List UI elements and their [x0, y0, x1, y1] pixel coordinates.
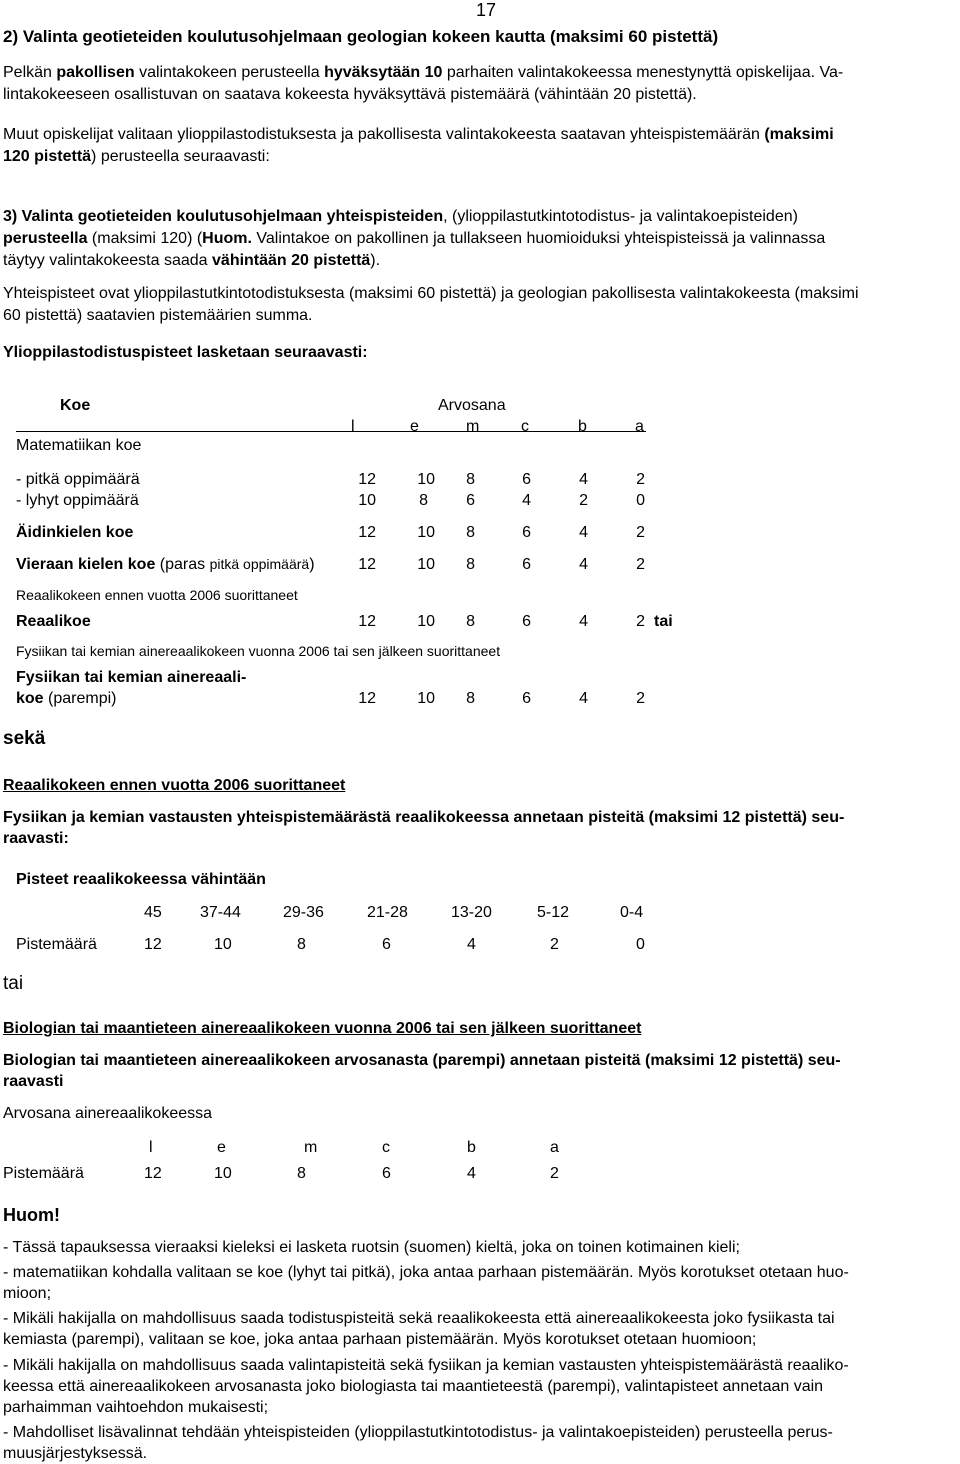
- bio-grade: a: [550, 1139, 559, 1156]
- bio-p-line2: raavasti: [3, 1073, 64, 1090]
- grade-c: c: [521, 418, 529, 435]
- cell: 10: [417, 690, 435, 707]
- huom-note4-line1: - Mikäli hakijalla on mahdollisuus saada valintapisteitä sekä fysiikan ja kemian vastausten yhteispistemäärästä reaaliko-: [3, 1357, 849, 1374]
- bio-points: 2: [550, 1165, 559, 1182]
- range: 45: [144, 904, 162, 921]
- section2-p1-line1: [3, 62, 843, 83]
- bio-grade: e: [217, 1139, 226, 1156]
- text-span: (maksimi 120) (: [87, 230, 203, 247]
- text-span: Huom.: [202, 230, 252, 247]
- cell: 6: [522, 471, 531, 488]
- cell: 12: [358, 690, 376, 707]
- text-span: täytyy valintakokeesta saada: [3, 252, 213, 269]
- bio-grade: m: [304, 1139, 318, 1156]
- seka-label: sekä: [3, 728, 46, 749]
- grade-m: m: [466, 418, 480, 435]
- bio-points: 12: [144, 1165, 162, 1182]
- page-number: 17: [476, 0, 497, 20]
- cell: 12: [358, 556, 376, 573]
- cell: 8: [466, 556, 475, 573]
- subject-math: Matematiikan koe: [16, 437, 142, 454]
- bio-grade: c: [382, 1139, 390, 1156]
- section3-heading-line3: [3, 250, 380, 271]
- cell: 6: [522, 690, 531, 707]
- bio-grade: l: [149, 1139, 153, 1156]
- range: 37-44: [200, 904, 241, 921]
- grade-e: e: [410, 418, 419, 435]
- cell: 8: [466, 471, 475, 488]
- cell: 8: [466, 524, 475, 541]
- cell: 4: [579, 556, 588, 573]
- col-koe: Koe: [60, 397, 91, 414]
- text-span: vähintään 20 pistettä: [212, 252, 371, 269]
- text-span: ).: [370, 252, 381, 269]
- row-label-reaali: Reaalikoe: [16, 613, 91, 630]
- huom-note2-line2: mioon;: [3, 1285, 52, 1302]
- cell: 4: [579, 613, 588, 630]
- text-span: (paras: [155, 556, 210, 573]
- huom-note5-line1: - Mahdolliset lisävalinnat tehdään yhteispisteiden (ylioppilastutkintotodistus- ja valintakoepisteiden) perusteella perus-: [3, 1424, 833, 1441]
- range: 21-28: [367, 904, 408, 921]
- huom-note5-line2: muusjärjestyksessä.: [3, 1445, 148, 1462]
- range: 5-12: [537, 904, 570, 921]
- huom-note3-line1: - Mikäli hakijalla on mahdollisuus saada todistuspisteitä sekä reaalikokeesta että ainereaalikokeesta joko fysiikasta tai: [3, 1310, 835, 1327]
- cell: 12: [358, 524, 376, 541]
- bio-grade: b: [467, 1139, 476, 1156]
- range: 0-4: [620, 904, 644, 921]
- cell: 8: [466, 690, 475, 707]
- cell: 10: [417, 471, 435, 488]
- cell: 6: [522, 556, 531, 573]
- section3-heading-line2: [3, 228, 825, 249]
- row-label-fysiikka-2: [16, 688, 116, 709]
- text-span: 3) Valinta geotieteiden koulutusohjelmaan yhteispisteiden: [3, 208, 444, 225]
- section2-p1-line2: lintakokeeseen osallistuvan on saatava kokeesta hyväksyttävä pistemäärä (vähintään 20 pistettä).: [3, 86, 697, 103]
- col-arvosana: Arvosana: [438, 397, 506, 414]
- cell: 4: [579, 471, 588, 488]
- text-span: (maksimi: [764, 126, 834, 143]
- section3-p-line2: 60 pistettä) saatavien pistemäärien summa.: [3, 307, 313, 324]
- bio-row-label: Pistemäärä: [3, 1165, 84, 1182]
- cell: 10: [417, 524, 435, 541]
- text-span: ): [309, 556, 315, 573]
- bio-table-heading: Arvosana ainereaalikokeessa: [3, 1105, 213, 1122]
- text-span: valintakokeen perusteella: [134, 64, 325, 81]
- cell: 2: [579, 492, 588, 509]
- points: 8: [297, 936, 306, 953]
- cell: 8: [419, 492, 428, 509]
- tai-label: tai: [3, 973, 24, 994]
- huom-note2-line1: - matematiikan kohdalla valitaan se koe (lyhyt tai pitkä), joka antaa parhaan pistemäärän. Myös korotukset otetaan huo-: [3, 1264, 849, 1281]
- row-label-pitka: - pitkä oppimäärä: [16, 471, 140, 488]
- cell: 10: [417, 613, 435, 630]
- calc-heading: Ylioppilastodistuspisteet lasketaan seuraavasti:: [3, 344, 368, 361]
- cell: 10: [417, 556, 435, 573]
- cell: 4: [579, 690, 588, 707]
- cell: 8: [466, 613, 475, 630]
- reaali-note: Reaalikokeen ennen vuotta 2006 suorittaneet: [16, 587, 298, 603]
- grade-a: a: [635, 418, 644, 435]
- cell: 0: [636, 492, 645, 509]
- row-label-vieras: [16, 554, 315, 575]
- cell: 2: [636, 524, 645, 541]
- cell: 4: [522, 492, 531, 509]
- range: 29-36: [283, 904, 324, 921]
- text-span: pakollisen: [56, 64, 135, 81]
- text-span: Muut opiskelijat valitaan ylioppilastodistuksesta ja pakollisesta valintakokeesta saatavan yhteispistemäärän: [3, 126, 765, 143]
- text-span: pitkä oppimäärä: [209, 556, 310, 572]
- section3-p-line1: Yhteispisteet ovat ylioppilastutkintotodistuksesta (maksimi 60 pistettä) ja geologian pakollisesta valintakokeesta (maksimi: [3, 285, 859, 302]
- text-span: koe: [16, 690, 44, 707]
- points: 2: [550, 936, 559, 953]
- bio-section-heading: Biologian tai maantieteen ainereaalikokeen vuonna 2006 tai sen jälkeen suorittaneet: [3, 1020, 642, 1037]
- row-label-lyhyt: - lyhyt oppimäärä: [16, 492, 139, 509]
- reaali-tai: tai: [654, 613, 673, 630]
- text-span: Valintakoe on pakollinen ja tullakseen huomioiduksi yhteispisteissä ja valinnassa: [251, 230, 826, 247]
- section2-p2-line2: [3, 146, 270, 167]
- cell: 12: [358, 471, 376, 488]
- bio-points: 10: [214, 1165, 232, 1182]
- reaali-p-line1: Fysiikan ja kemian vastausten yhteispistemäärästä reaalikokeessa annetaan pisteitä (maksimi 12 pistettä) seu-: [3, 809, 845, 826]
- cell: 2: [636, 613, 645, 630]
- header-rule: [16, 431, 646, 432]
- bio-points: 6: [382, 1165, 391, 1182]
- points: 6: [382, 936, 391, 953]
- bio-points: 8: [297, 1165, 306, 1182]
- text-span: ) perusteella seuraavasti:: [91, 148, 270, 165]
- row-label-fysiikka-1: Fysiikan tai kemian ainereaali-: [16, 669, 247, 686]
- cell: 12: [358, 613, 376, 630]
- text-span: 120 pistettä: [3, 148, 92, 165]
- section2-heading: 2) Valinta geotieteiden koulutusohjelmaan geologian kokeen kautta (maksimi 60 pistettä): [3, 27, 719, 46]
- bio-points: 4: [467, 1165, 476, 1182]
- cell: 6: [522, 524, 531, 541]
- cell: 6: [522, 613, 531, 630]
- huom-note4-line3: parhaimman vaihtoehdon mukaisesti;: [3, 1399, 269, 1416]
- fysiikka-note: Fysiikan tai kemian ainereaalikokeen vuonna 2006 tai sen jälkeen suorittaneet: [16, 643, 501, 659]
- huom-note3-line2: kemiasta (parempi), valitaan se koe, joka antaa parhaan pistemäärän. Myös korotukset otetaan huomioon;: [3, 1331, 757, 1348]
- points: 10: [214, 936, 232, 953]
- bio-p-line1: Biologian tai maantieteen ainereaalikokeen arvosanasta (parempi) annetaan pisteitä (maksimi 12 pistettä) seu-: [3, 1052, 841, 1069]
- text-span: hyväksytään 10: [324, 64, 443, 81]
- reaali-table-heading: Pisteet reaalikokeessa vähintään: [16, 871, 266, 888]
- cell: 2: [636, 556, 645, 573]
- cell: 10: [358, 492, 376, 509]
- section3-heading-line1: [3, 206, 798, 227]
- grade-b: b: [578, 418, 587, 435]
- text-span: perusteella: [3, 230, 88, 247]
- points: 0: [636, 936, 645, 953]
- cell: 4: [579, 524, 588, 541]
- reaali-row-label: Pistemäärä: [16, 936, 97, 953]
- text-span: Pelkän: [3, 64, 57, 81]
- text-span: , (ylioppilastutkintotodistus- ja valintakoepisteiden): [443, 208, 798, 225]
- huom-heading: Huom!: [3, 1205, 60, 1225]
- row-label-aidinkieli: Äidinkielen koe: [16, 524, 134, 541]
- text-span: parhaiten valintakokeessa menestynyttä opiskelijaa. Va-: [442, 64, 844, 81]
- range: 13-20: [451, 904, 492, 921]
- cell: 2: [636, 471, 645, 488]
- points: 4: [467, 936, 476, 953]
- section2-p2-line1: [3, 124, 834, 145]
- grade-l: l: [351, 418, 355, 435]
- huom-note1: - Tässä tapauksessa vieraaksi kieleksi ei lasketa ruotsin (suomen) kieltä, joka on toinen kotimainen kieli;: [3, 1239, 740, 1256]
- points: 12: [144, 936, 162, 953]
- text-span: (parempi): [43, 690, 117, 707]
- reaali-p-line2: raavasti:: [3, 830, 69, 847]
- reaali-section-heading: Reaalikokeen ennen vuotta 2006 suorittaneet: [3, 777, 346, 794]
- text-span: Vieraan kielen koe: [16, 556, 156, 573]
- cell: 6: [466, 492, 475, 509]
- cell: 2: [636, 690, 645, 707]
- huom-note4-line2: keessa että ainereaalikokeen arvosanasta joko biologiasta tai maantieteestä (parempi), valintapisteet annetaan vain: [3, 1378, 824, 1395]
